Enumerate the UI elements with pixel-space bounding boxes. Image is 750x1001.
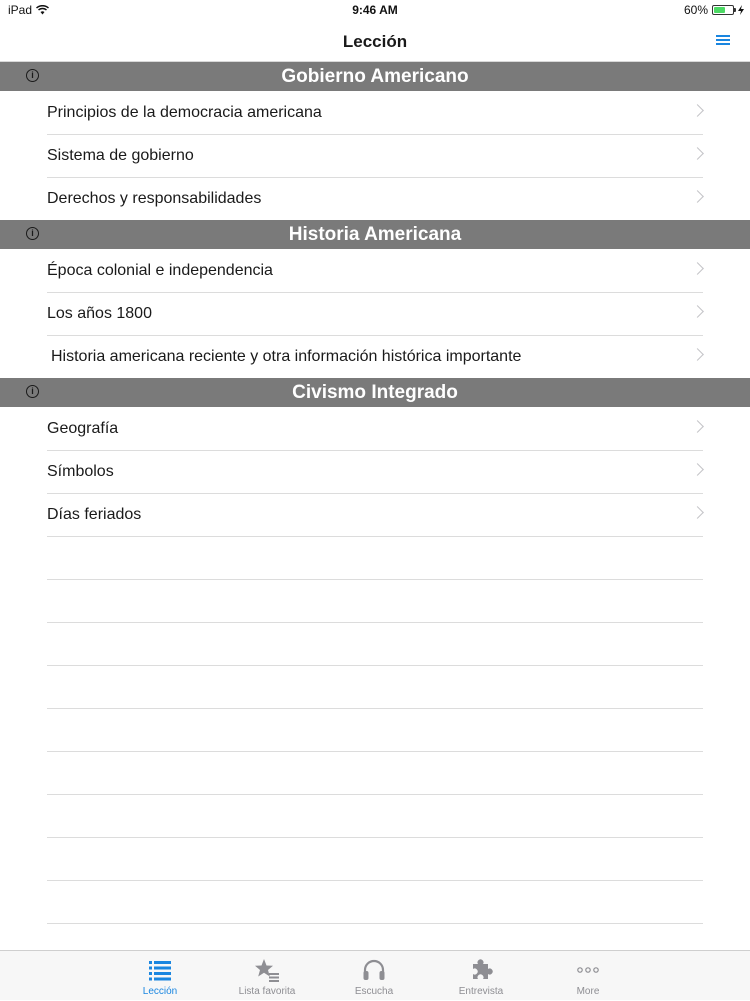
info-icon[interactable]: i — [26, 385, 39, 398]
list-item[interactable] — [0, 249, 750, 292]
tab-label: More — [576, 986, 600, 997]
tab-label: Entrevista — [458, 986, 504, 997]
section-header-historia — [0, 220, 750, 249]
list-item-label: Principios de la democracia americana — [47, 104, 322, 121]
chevron-right-icon — [691, 190, 704, 203]
row-separator — [47, 665, 703, 666]
row-separator — [47, 923, 703, 924]
row-separator — [47, 751, 703, 752]
chevron-right-icon — [691, 506, 704, 519]
tab-entrevista[interactable] — [431, 951, 531, 1001]
status-right — [684, 3, 744, 17]
more-icon — [576, 958, 600, 982]
list-item-label: Sistema de gobierno — [47, 147, 194, 164]
chevron-right-icon — [691, 104, 704, 117]
row-separator — [47, 837, 703, 838]
tab-more[interactable] — [538, 951, 638, 1001]
section-header-civismo — [0, 378, 750, 407]
section-title: Civismo Integrado — [292, 382, 458, 403]
row-separator — [47, 794, 703, 795]
menu-icon[interactable] — [716, 35, 730, 47]
charging-bolt-icon — [738, 5, 744, 15]
list-item[interactable] — [0, 335, 750, 378]
battery-percent: 60% — [683, 3, 708, 17]
list-item[interactable] — [0, 493, 750, 536]
nav-bar — [0, 20, 750, 62]
info-icon[interactable]: i — [26, 227, 39, 240]
section-title: Historia Americana — [288, 224, 462, 245]
battery-fill — [714, 7, 725, 13]
list-item[interactable] — [0, 407, 750, 450]
tab-label: Lección — [142, 986, 178, 997]
headphones-icon — [362, 958, 386, 982]
row-separator — [47, 536, 703, 537]
battery-icon — [712, 5, 734, 15]
list-item[interactable] — [0, 450, 750, 493]
section-header-gobierno — [0, 62, 750, 91]
list-item[interactable] — [0, 134, 750, 177]
status-time: 9:46 AM — [352, 3, 398, 17]
list-item[interactable] — [0, 91, 750, 134]
list-item[interactable] — [0, 177, 750, 220]
section-title: Gobierno Americano — [281, 66, 469, 87]
chevron-right-icon — [691, 305, 704, 318]
list-icon — [148, 958, 172, 982]
star-list-icon — [255, 958, 279, 982]
list-item-label: Historia americana reciente y otra información histórica importante — [51, 348, 522, 365]
list-item[interactable] — [0, 292, 750, 335]
device-name: iPad — [8, 3, 33, 17]
tab-escucha[interactable] — [324, 951, 424, 1001]
tab-leccion[interactable] — [110, 951, 210, 1001]
list-item-label: Geografía — [47, 420, 119, 437]
tab-label: Lista favorita — [238, 986, 296, 997]
row-separator — [47, 579, 703, 580]
chevron-right-icon — [691, 262, 704, 275]
tab-lista-favorita[interactable] — [217, 951, 317, 1001]
row-separator — [47, 708, 703, 709]
battery-tip — [734, 8, 736, 12]
chevron-right-icon — [691, 463, 704, 476]
list-item-label: Días feriados — [47, 506, 142, 523]
chevron-right-icon — [691, 348, 704, 361]
row-separator — [47, 880, 703, 881]
list-item-label: Época colonial e independencia — [47, 262, 273, 279]
chevron-right-icon — [691, 147, 704, 160]
tab-label: Escucha — [354, 986, 394, 997]
chevron-right-icon — [691, 420, 704, 433]
row-separator — [47, 622, 703, 623]
status-bar — [0, 0, 750, 20]
list-item-label: Los años 1800 — [47, 305, 152, 322]
list-item-label: Símbolos — [47, 463, 114, 480]
list-item-label: Derechos y responsabilidades — [47, 190, 262, 207]
page-title: Lección — [342, 32, 408, 51]
info-icon[interactable]: i — [26, 69, 39, 82]
tab-bar — [0, 950, 750, 1000]
puzzle-icon — [469, 958, 493, 982]
